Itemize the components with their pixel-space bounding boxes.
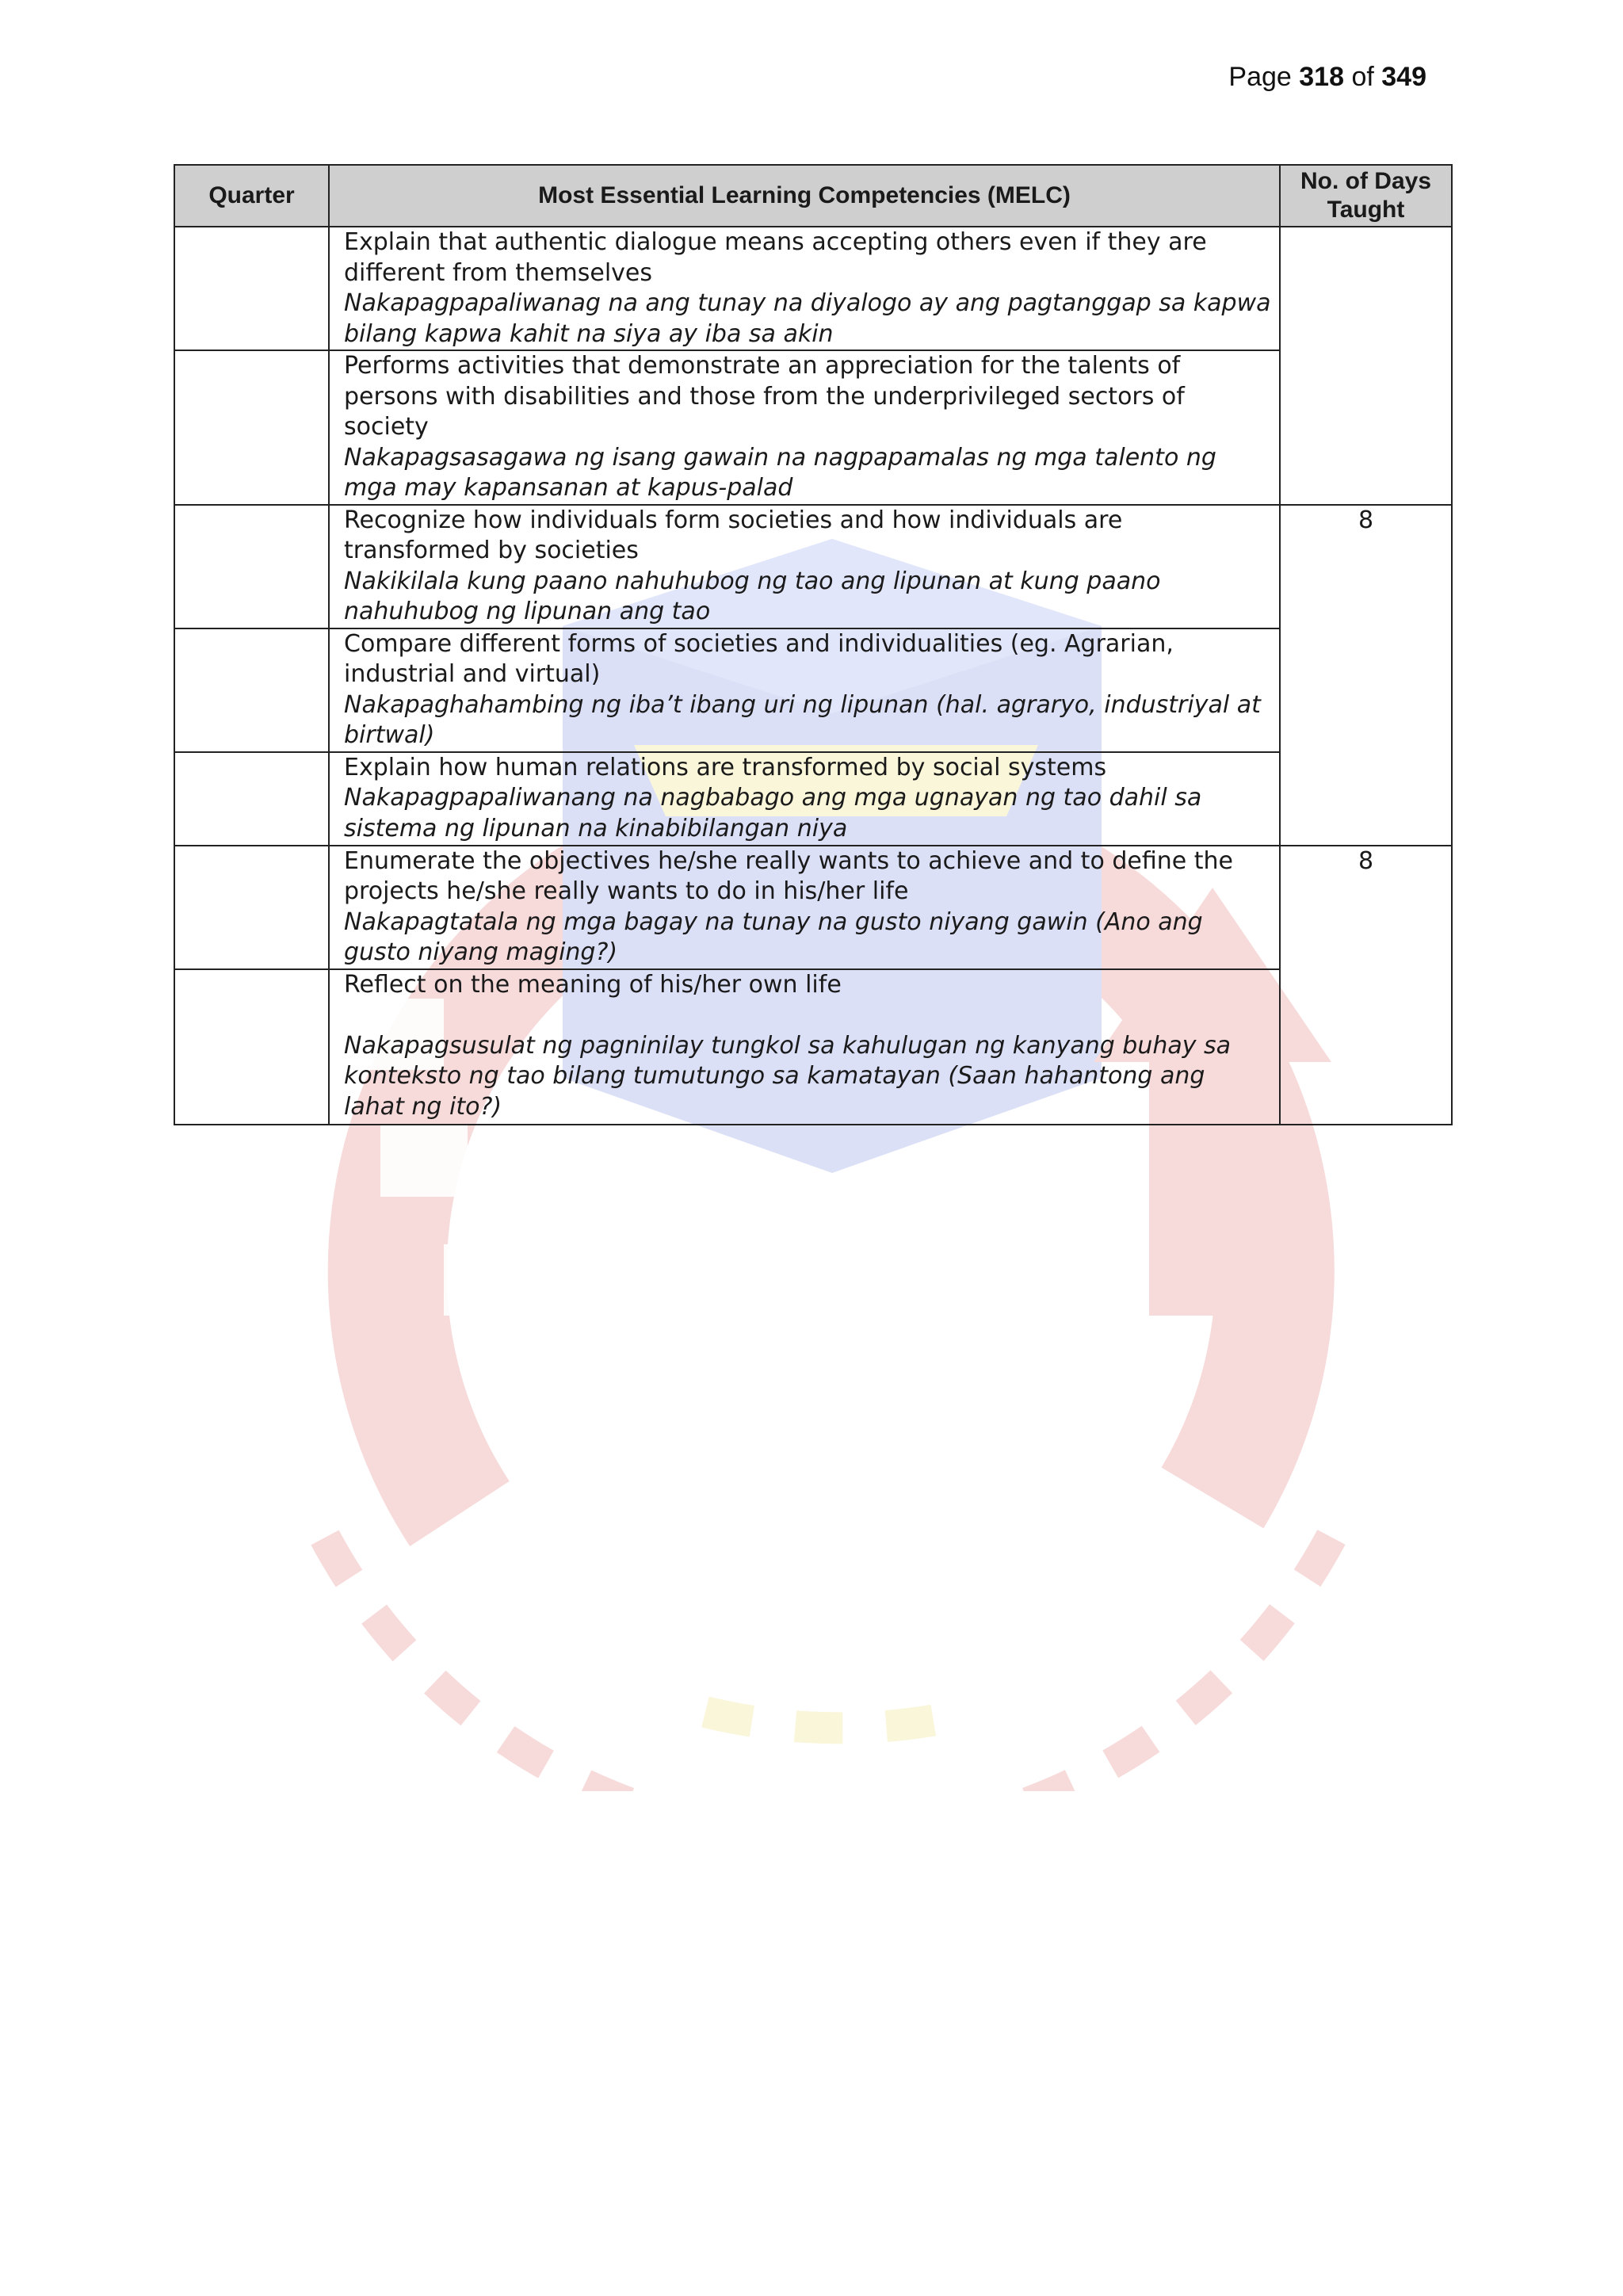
- competency-english: Recognize how individuals form societies and how individuals are transformed by societies: [344, 506, 1123, 564]
- header-days: No. of Days Taught: [1280, 165, 1452, 227]
- competency-filipino: Nakapagtatala ng mga bagay na tunay na gusto niyang gawin (Ano ang gusto niyang maging?): [344, 907, 1203, 966]
- page-current: 318: [1299, 62, 1344, 92]
- page-number: [1228, 62, 1426, 93]
- table-row: [174, 752, 1452, 846]
- table-row: [174, 628, 1452, 752]
- melc-cell: [329, 505, 1280, 628]
- table-row: [174, 227, 1452, 350]
- table-row: [174, 969, 1452, 1125]
- competency-filipino: Nakapagpapaliwanang na nagbabago ang mga ugnayan ng tao dahil sa sistema ng lipunan na kinabibilangan niya: [344, 784, 1202, 842]
- page-of: of: [1351, 62, 1374, 92]
- quarter-cell: [174, 846, 329, 969]
- page-total: 349: [1381, 62, 1426, 92]
- quarter-cell: [174, 628, 329, 752]
- quarter-cell: [174, 752, 329, 846]
- competency-filipino: Nakapagsasagawa ng isang gawain na nagpapamalas ng mga talento ng mga may kapansanan at kapus-palad: [344, 443, 1216, 502]
- competency-english: Explain how human relations are transformed by social systems: [344, 753, 1107, 781]
- melc-cell: [329, 969, 1280, 1125]
- melc-cell: [329, 628, 1280, 752]
- competency-filipino: Nakikilala kung paano nahuhubog ng tao ang lipunan at kung paano nahuhubog ng lipunan ang tao: [344, 567, 1161, 625]
- melc-cell: [329, 846, 1280, 969]
- competency-english: Reflect on the meaning of his/her own life: [344, 970, 842, 999]
- melc-cell: [329, 350, 1280, 505]
- melc-cell: [329, 227, 1280, 350]
- table-row: [174, 846, 1452, 969]
- quarter-cell: [174, 505, 329, 628]
- melc-cell: [329, 752, 1280, 846]
- melc-table: [174, 164, 1453, 1125]
- table-row: [174, 505, 1452, 628]
- quarter-cell: [174, 227, 329, 350]
- competency-english: Compare different forms of societies and individualities (eg. Agrarian, industrial and virtual): [344, 629, 1174, 688]
- competency-filipino: Nakapagsusulat ng pagninilay tungkol sa kahulugan ng kanyang buhay sa konteksto ng tao bilang tumutungo sa kamatayan (Saan hahantong ang lahat ng ito?): [344, 1031, 1232, 1121]
- quarter-cell: [174, 350, 329, 505]
- header-quarter: Quarter: [174, 165, 329, 227]
- competency-filipino: Nakapagpapaliwanag na ang tunay na diyalogo ay ang pagtanggap sa kapwa bilang kapwa kahit na siya ay iba sa akin: [344, 289, 1271, 348]
- competency-english: Explain that authentic dialogue means accepting others even if they are different from themselves: [344, 228, 1207, 287]
- competency-english: Enumerate the objectives he/she really wants to achieve and to define the projects he/she really wants to do in his/her life: [344, 846, 1233, 905]
- days-cell: 8: [1280, 846, 1452, 1125]
- line-gap: [344, 1000, 1271, 1031]
- days-cell: 8: [1280, 505, 1452, 846]
- page-label: Page: [1228, 62, 1292, 92]
- quarter-cell: [174, 969, 329, 1125]
- header-melc: Most Essential Learning Competencies (MELC): [329, 165, 1280, 227]
- competency-filipino: Nakapaghahambing ng iba’t ibang uri ng lipunan (hal. agraryo, industriyal at birtwal): [344, 690, 1261, 749]
- table-header-row: [174, 165, 1452, 227]
- days-cell: [1280, 227, 1452, 505]
- competency-english: Performs activities that demonstrate an appreciation for the talents of persons with disabilities and those from the underprivileged sectors of society: [344, 352, 1185, 441]
- table-row: [174, 350, 1452, 505]
